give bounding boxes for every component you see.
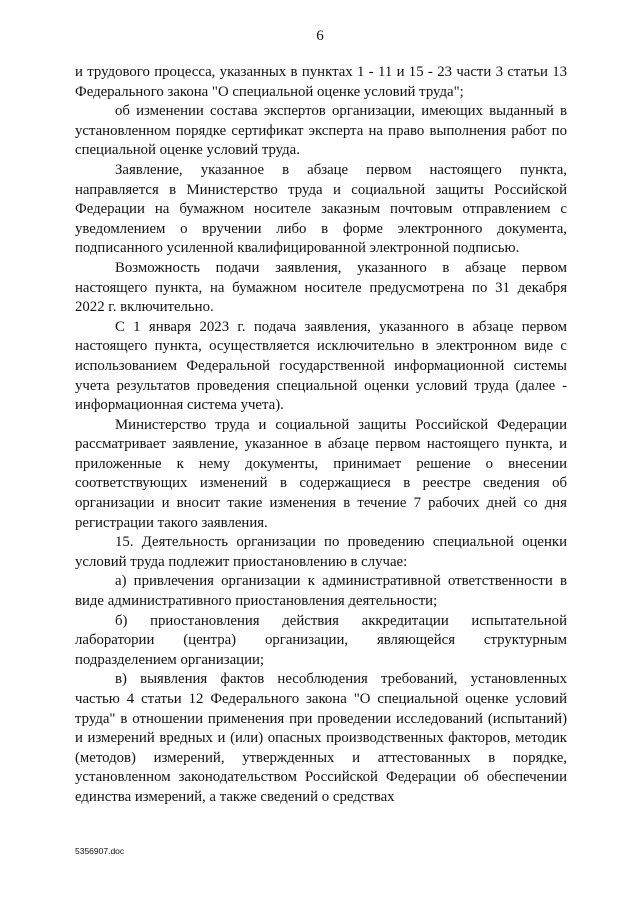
paragraph-expert-change: об изменении состава экспертов организации, имеющих выданный в установленном порядке сертификат эксперта на право выполнения работ по специальной оценке условий труда.	[75, 103, 567, 159]
paragraph-clause-15: 15. Деятельность организации по проведению специальной оценки условий труда подлежит приостановлению в случае:	[75, 534, 567, 570]
paragraph-continuation: и трудового процесса, указанных в пунктах 1 - 11 и 15 - 23 части 3 статьи 13 Федерального закона "О специальной оценке условий труда";	[75, 64, 567, 100]
footer-filename: 5356907.doc	[75, 846, 125, 856]
paragraph-clause-15-a: а) привлечения организации к административной ответственности в виде административного приостановления деятельности;	[75, 573, 567, 610]
paragraph-ministry-review: Министерство труда и социальной защиты Российской Федерации рассматривает заявление, указанное в абзаце первом настоящего пункта, и приложенные к нему документы, принимает решение о внесении соответствующих изменений в содержащиеся в реестре сведения об организации и вносит такие изменения в течение 7 рабочих дней со дня регистрации такого заявления.	[75, 416, 567, 531]
paragraph-electronic-submission: С 1 января 2023 г. подача заявления, указанного в абзаце первом настоящего пункта, осуществляется исключительно в электронном виде с использованием Федеральной государственной информационной системы учета результатов проведения специальной оценки условий труда (далее - информационная система учета).	[75, 318, 567, 414]
document-body	[75, 63, 567, 808]
paragraph-application-submission: Заявление, указанное в абзаце первом настоящего пункта, направляется в Министерство труда и социальной защиты Российской Федерации на бумажном носителе заказным почтовым отправлением с уведомлением о вручении либо в форме электронного документа, подписанного усиленной квалифицированной электронной подписью.	[75, 161, 567, 257]
paragraph-paper-deadline: Возможность подачи заявления, указанного в абзаце первом настоящего пункта, на бумажном носителе предусмотрена по 31 декабря 2022 г. включительно.	[75, 259, 567, 316]
paragraph-clause-15-v: в) выявления фактов несоблюдения требований, установленных частью 4 статьи 12 Федерального закона "О специальной оценке условий труда" в отношении применения при проведении исследований (испытаний) и измерений вредных и (или) опасных производственных факторов, методик (методов) измерений, утвержденных и аттестованных в порядке, установленном законодательством Российской Федерации об обеспечении единства измерений, а также сведений о средствах	[75, 671, 567, 805]
page-number: 6	[316, 28, 324, 44]
paragraph-clause-15-b: б) приостановления действия аккредитации испытательной лаборатории (центра) организации, являющейся структурным подразделением организации;	[75, 612, 567, 668]
